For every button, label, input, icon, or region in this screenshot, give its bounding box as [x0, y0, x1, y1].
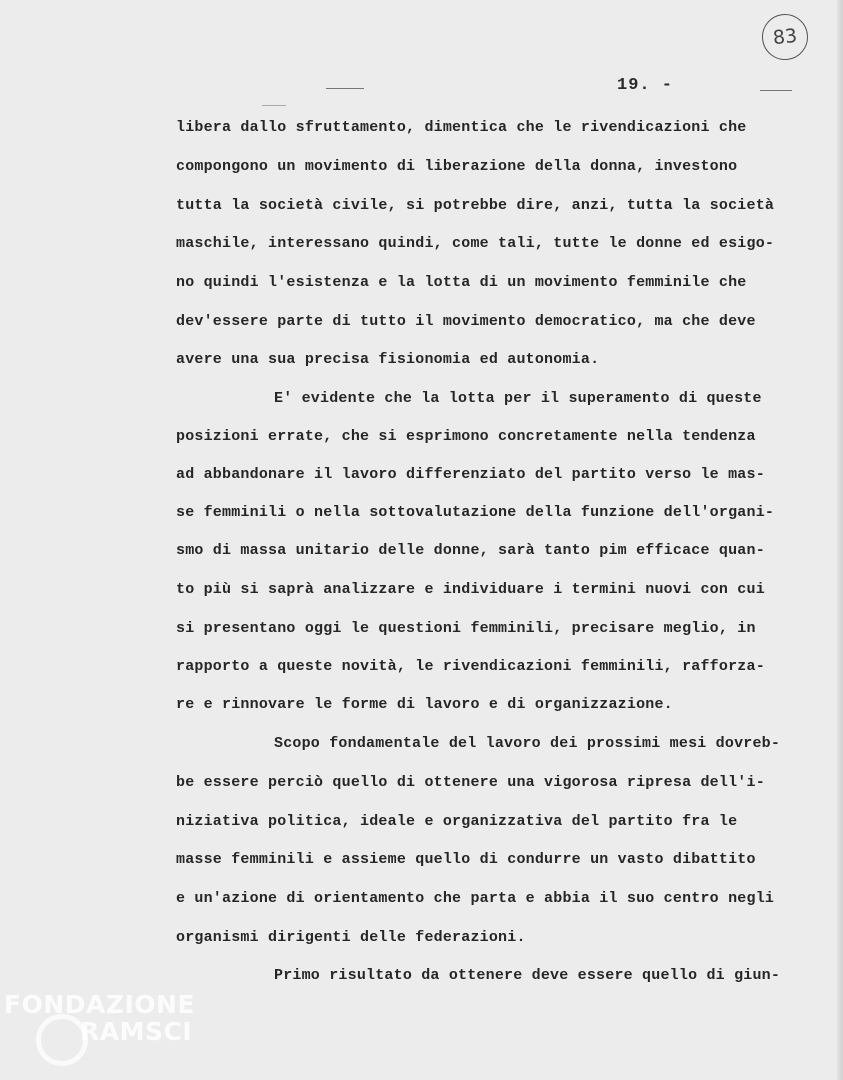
header-dash-left [326, 88, 364, 89]
text-line: tutta la società civile, si potrebbe dire, anzi, tutta la società [176, 197, 775, 214]
text-line: se femminili o nella sottovalutazione della funzione dell'organi- [176, 504, 775, 521]
header-dash-right [760, 90, 792, 91]
text-line: E' evidente che la lotta per il superamento di queste [274, 390, 762, 407]
text-line: rapporto a queste novità, le rivendicazioni femminili, rafforza- [176, 658, 765, 675]
header-dash-faint [262, 105, 286, 106]
text-line: smo di massa unitario delle donne, sarà tanto pim efficace quan- [176, 542, 765, 559]
text-line: compongono un movimento di liberazione della donna, investono [176, 158, 738, 175]
text-line: Primo risultato da ottenere deve essere quello di giun- [274, 967, 781, 984]
archive-number-stamp: 83 [760, 12, 811, 63]
text-line: e un'azione di orientamento che parta e abbia il suo centro negli [176, 890, 775, 907]
text-line: be essere perciò quello di ottenere una vigorosa ripresa dell'i- [176, 774, 765, 791]
fondazione-gramsci-watermark [4, 990, 214, 1075]
scan-edge [837, 0, 843, 1080]
text-line: posizioni errate, che si esprimono concretamente nella tendenza [176, 428, 756, 445]
text-line: maschile, interessano quindi, come tali, tutte le donne ed esigo- [176, 235, 775, 252]
text-line: re e rinnovare le forme di lavoro e di organizzazione. [176, 696, 673, 713]
text-line: to più si saprà analizzare e individuare i termini nuovi con cui [176, 581, 765, 598]
text-line: si presentano oggi le questioni femminili, precisare meglio, in [176, 620, 756, 637]
text-line: no quindi l'esistenza e la lotta di un movimento femminile che [176, 274, 747, 291]
page-number: 19. - [617, 76, 674, 95]
text-line: niziativa politica, ideale e organizzativa del partito fra le [176, 813, 738, 830]
watermark-line2: RAMSCI [80, 1017, 193, 1046]
text-line: libera dallo sfruttamento, dimentica che le rivendicazioni che [176, 119, 747, 136]
text-line: Scopo fondamentale del lavoro dei prossimi mesi dovreb- [274, 735, 781, 752]
text-line: avere una sua precisa fisionomia ed autonomia. [176, 351, 600, 368]
text-line: ad abbandonare il lavoro differenziato del partito verso le mas- [176, 466, 765, 483]
text-line: masse femminili e assieme quello di condurre un vasto dibattito [176, 851, 756, 868]
watermark-line1: FONDAZIONE [4, 990, 196, 1019]
text-line: dev'essere parte di tutto il movimento democratico, ma che deve [176, 313, 756, 330]
text-line: organismi dirigenti delle federazioni. [176, 929, 526, 946]
